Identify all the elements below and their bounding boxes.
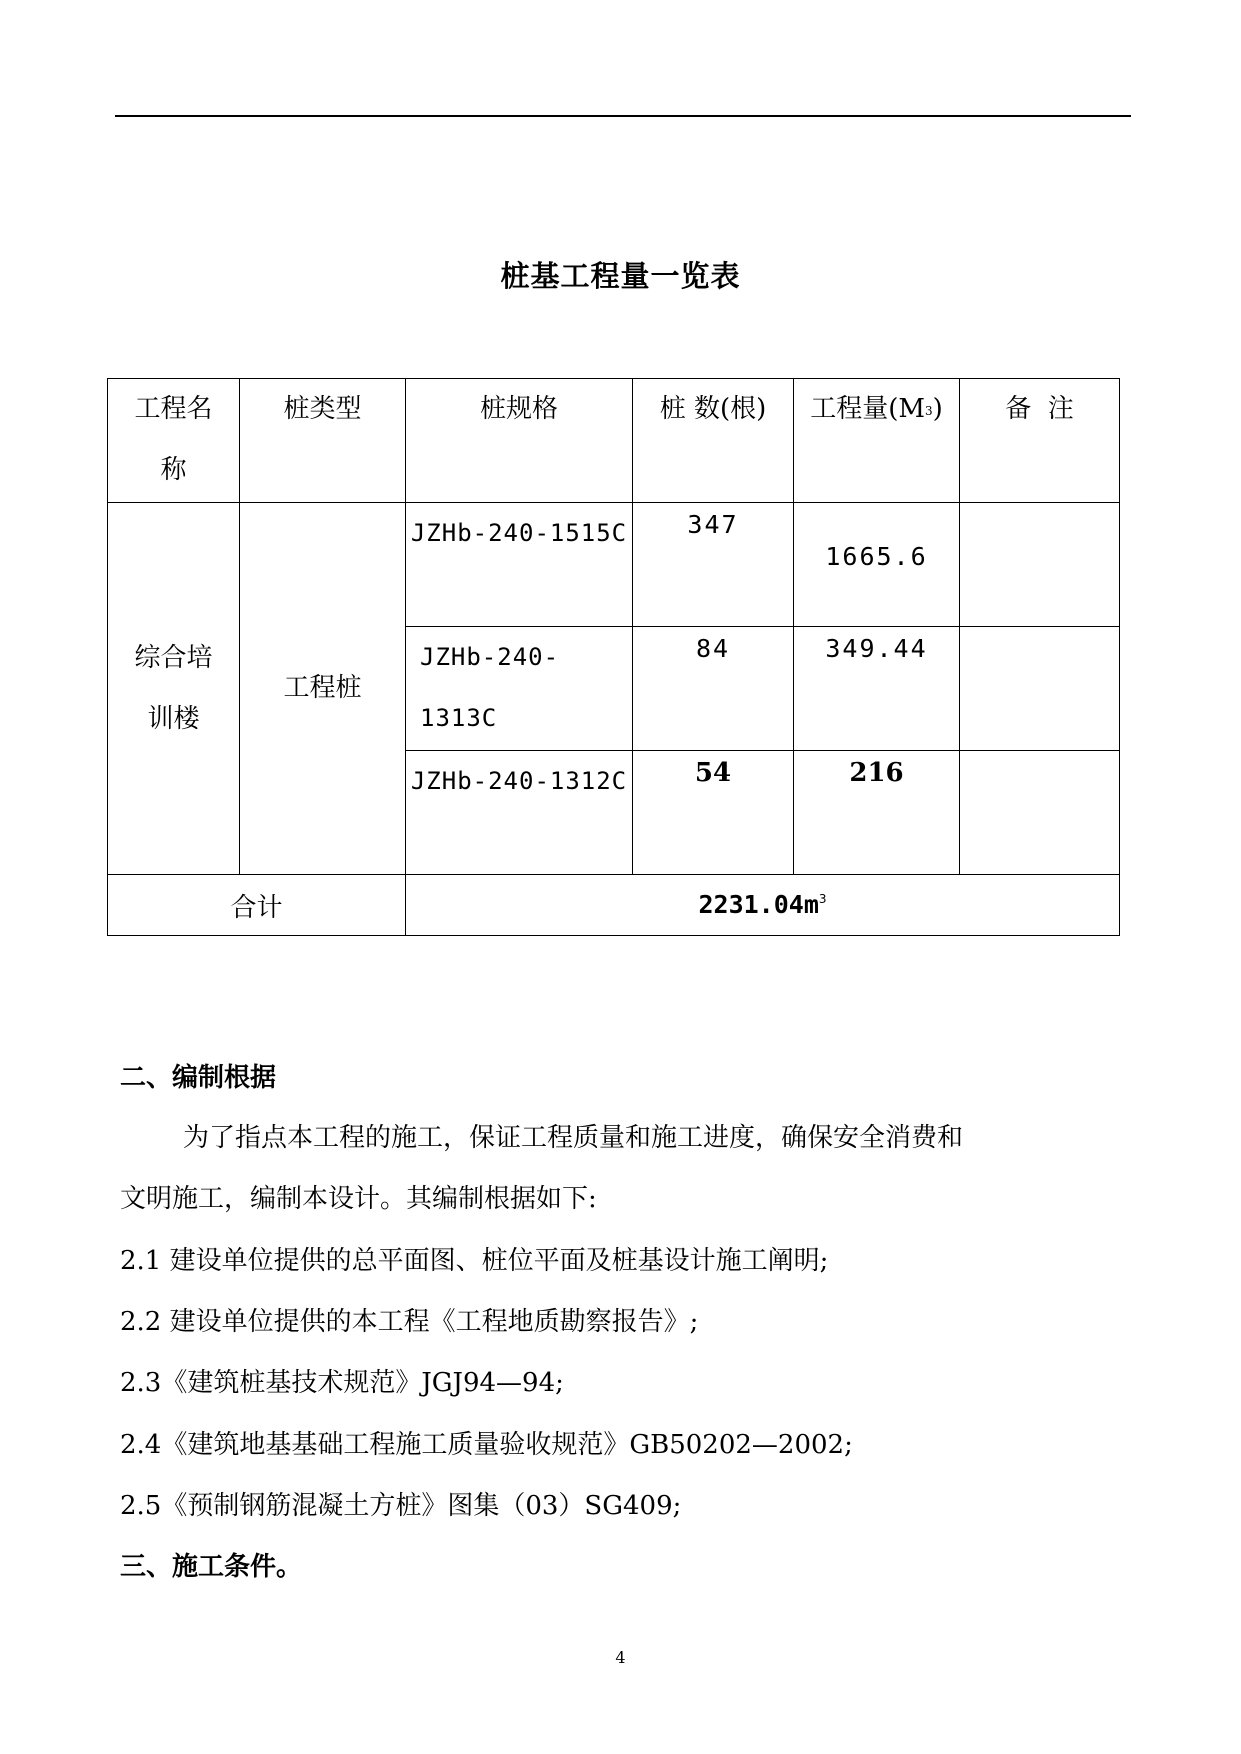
list-item: 2.1 建设单位提供的总平面图、桩位平面及桩基设计施工阐明; xyxy=(120,1246,829,1276)
table-row xyxy=(108,503,1120,627)
count-cell: 54 xyxy=(633,751,794,875)
page-number: 4 xyxy=(615,1648,626,1667)
note-cell xyxy=(960,627,1120,751)
total-value: $2231.04m^3$ xyxy=(406,875,1120,936)
list-item: 2.5《预制钢筋混凝土方桩》图集（03）SG409; xyxy=(120,1491,682,1521)
volume-cell: 1665.6 xyxy=(794,503,960,627)
spec-cell: JZHb-240-1313C xyxy=(406,627,633,751)
volume-cell: 216 xyxy=(794,751,960,875)
total-row xyxy=(108,875,1120,936)
section-heading-conditions: 三、施工条件。 xyxy=(120,1552,303,1582)
count-cell: 84 xyxy=(633,627,794,751)
document-title: 桩基工程量一览表 xyxy=(500,259,741,293)
spec-cell: JZHb-240-1312C xyxy=(406,751,633,875)
header-rule xyxy=(115,115,1131,117)
header-pile-type: 桩类型 xyxy=(240,379,406,503)
header-pile-spec: 桩规格 xyxy=(406,379,633,503)
count-cell: 347 xyxy=(633,503,794,627)
list-item: 2.4《建筑地基基础工程施工质量验收规范》GB50202—2002; xyxy=(120,1430,853,1460)
spec-cell: JZHb-240-1515C xyxy=(406,503,633,627)
total-label: 合计 xyxy=(108,875,406,936)
header-note: 备 注 xyxy=(960,379,1120,503)
list-item: 2.3《建筑桩基技术规范》JGJ94—94; xyxy=(120,1368,564,1398)
table-header-row xyxy=(108,379,1120,503)
header-volume: 工程量$(M^3)$ xyxy=(794,379,960,503)
paragraph-line: 文明施工，编制本设计。其编制根据如下: xyxy=(120,1184,597,1214)
building-cell: 综合培训楼 xyxy=(108,503,240,875)
volume-cell: 349.44 xyxy=(794,627,960,751)
header-project-name: 工程名称 xyxy=(108,379,240,503)
paragraph-line: 为了指点本工程的施工，保证工程质量和施工进度，确保安全消费和 xyxy=(183,1123,964,1153)
note-cell xyxy=(960,503,1120,627)
header-pile-count: 桩 数(根) xyxy=(633,379,794,503)
section-heading-basis: 二、编制根据 xyxy=(120,1063,277,1093)
pile-type-cell: 工程桩 xyxy=(240,503,406,875)
pile-quantity-table xyxy=(107,378,1120,936)
note-cell xyxy=(960,751,1120,875)
list-item: 2.2 建设单位提供的本工程《工程地质勘察报告》; xyxy=(120,1307,699,1337)
